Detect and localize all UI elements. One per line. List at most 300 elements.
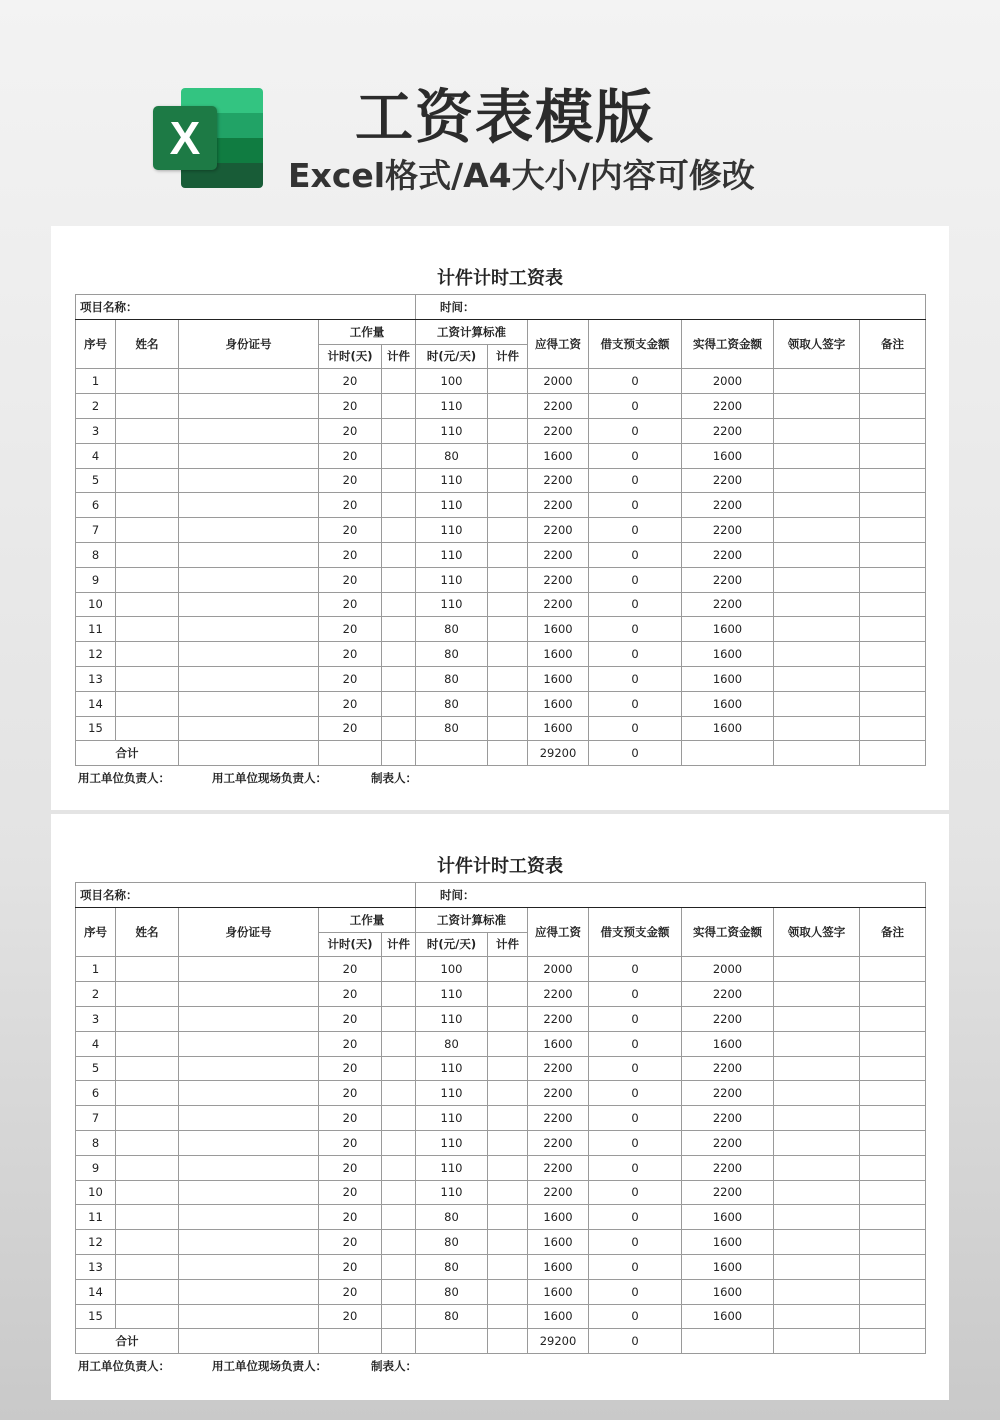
table-cell	[416, 1329, 488, 1354]
row-actual: 1600	[682, 716, 774, 741]
row-rate: 80	[416, 1205, 488, 1230]
row-signature	[774, 1155, 860, 1180]
row-remark	[860, 716, 926, 741]
row-name	[116, 518, 179, 543]
row-actual: 2200	[682, 1155, 774, 1180]
row-rate: 80	[416, 443, 488, 468]
table-row	[76, 1304, 926, 1329]
header-workload-piece: 计件	[382, 932, 416, 957]
row-payable: 2200	[528, 1106, 589, 1131]
row-name	[116, 1081, 179, 1106]
row-piece-rate	[488, 518, 528, 543]
row-signature	[774, 369, 860, 394]
row-days: 20	[319, 1279, 382, 1304]
row-id-no	[179, 1081, 319, 1106]
row-piece-count	[382, 982, 416, 1007]
total-payable: 29200	[528, 1329, 589, 1354]
row-payable: 2200	[528, 1081, 589, 1106]
row-signature	[774, 957, 860, 982]
row-piece-rate	[488, 691, 528, 716]
time-label: 时间：	[416, 295, 926, 320]
row-rate: 80	[416, 617, 488, 642]
row-seq: 15	[76, 1304, 116, 1329]
row-rate: 80	[416, 642, 488, 667]
row-payable: 1600	[528, 642, 589, 667]
row-payable: 1600	[528, 1279, 589, 1304]
table-row	[76, 1254, 926, 1279]
table-row	[76, 1155, 926, 1180]
row-name	[116, 1254, 179, 1279]
row-piece-count	[382, 493, 416, 518]
row-days: 20	[319, 1106, 382, 1131]
row-payable: 1600	[528, 1304, 589, 1329]
row-actual: 2200	[682, 394, 774, 419]
row-payable: 2200	[528, 1155, 589, 1180]
row-days: 20	[319, 1081, 382, 1106]
row-rate: 80	[416, 1304, 488, 1329]
row-advance: 0	[589, 1056, 682, 1081]
table-row	[76, 592, 926, 617]
row-advance: 0	[589, 1006, 682, 1031]
row-payable: 2200	[528, 542, 589, 567]
banner	[0, 0, 1000, 226]
row-rate: 110	[416, 592, 488, 617]
row-remark	[860, 394, 926, 419]
table-row	[76, 468, 926, 493]
row-piece-count	[382, 1155, 416, 1180]
row-actual: 2200	[682, 982, 774, 1007]
row-piece-count	[382, 1081, 416, 1106]
row-advance: 0	[589, 443, 682, 468]
row-signature	[774, 1056, 860, 1081]
row-signature	[774, 642, 860, 667]
table-row	[76, 1006, 926, 1031]
row-piece-rate	[488, 1056, 528, 1081]
table-row	[76, 666, 926, 691]
row-actual: 1600	[682, 1031, 774, 1056]
row-advance: 0	[589, 1180, 682, 1205]
row-signature	[774, 1254, 860, 1279]
header-id-no: 身份证号	[179, 319, 319, 369]
row-piece-rate	[488, 542, 528, 567]
row-signature	[774, 691, 860, 716]
row-advance: 0	[589, 1106, 682, 1131]
row-piece-count	[382, 617, 416, 642]
table-cell	[774, 1329, 860, 1354]
header-row	[76, 907, 926, 932]
row-seq: 13	[76, 666, 116, 691]
row-payable: 1600	[528, 1254, 589, 1279]
row-piece-count	[382, 1279, 416, 1304]
table-cell	[179, 741, 319, 766]
row-name	[116, 1031, 179, 1056]
site-head-label: 用工单位现场负责人：	[212, 1359, 327, 1373]
row-name	[116, 1230, 179, 1255]
row-id-no	[179, 1304, 319, 1329]
row-name	[116, 542, 179, 567]
row-payable: 2200	[528, 592, 589, 617]
row-id-no	[179, 1279, 319, 1304]
row-seq: 9	[76, 567, 116, 592]
row-days: 20	[319, 1031, 382, 1056]
row-days: 20	[319, 1130, 382, 1155]
row-days: 20	[319, 617, 382, 642]
row-advance: 0	[589, 716, 682, 741]
page-subtitle: Excel格式/A4大小/内容可修改	[288, 156, 755, 195]
table-row	[76, 518, 926, 543]
row-remark	[860, 418, 926, 443]
row-id-no	[179, 1031, 319, 1056]
total-row	[76, 1329, 926, 1354]
row-rate: 110	[416, 1006, 488, 1031]
row-remark	[860, 642, 926, 667]
row-id-no	[179, 716, 319, 741]
row-rate: 110	[416, 1180, 488, 1205]
row-seq: 1	[76, 369, 116, 394]
row-remark	[860, 957, 926, 982]
row-rate: 110	[416, 394, 488, 419]
header-actual: 实得工资金额	[682, 319, 774, 369]
row-piece-count	[382, 1254, 416, 1279]
header-name: 姓名	[116, 907, 179, 957]
row-advance: 0	[589, 592, 682, 617]
row-seq: 8	[76, 542, 116, 567]
row-actual: 2200	[682, 1130, 774, 1155]
row-remark	[860, 1081, 926, 1106]
row-remark	[860, 1106, 926, 1131]
row-piece-rate	[488, 493, 528, 518]
row-days: 20	[319, 493, 382, 518]
header-advance: 借支预支金额	[589, 907, 682, 957]
row-name	[116, 982, 179, 1007]
row-days: 20	[319, 1254, 382, 1279]
row-payable: 2200	[528, 1130, 589, 1155]
header-id-no: 身份证号	[179, 907, 319, 957]
row-days: 20	[319, 592, 382, 617]
row-advance: 0	[589, 394, 682, 419]
row-rate: 110	[416, 493, 488, 518]
row-advance: 0	[589, 1254, 682, 1279]
row-payable: 1600	[528, 1205, 589, 1230]
row-advance: 0	[589, 957, 682, 982]
row-signature	[774, 982, 860, 1007]
table-row	[76, 1106, 926, 1131]
row-actual: 1600	[682, 1279, 774, 1304]
row-remark	[860, 1006, 926, 1031]
row-name	[116, 691, 179, 716]
row-rate: 80	[416, 1031, 488, 1056]
row-remark	[860, 1031, 926, 1056]
row-signature	[774, 1279, 860, 1304]
row-id-no	[179, 691, 319, 716]
total-advance: 0	[589, 1329, 682, 1354]
table-cell	[319, 741, 382, 766]
row-rate: 80	[416, 716, 488, 741]
project-label: 项目名称：	[76, 883, 416, 908]
row-piece-count	[382, 592, 416, 617]
row-remark	[860, 617, 926, 642]
row-piece-count	[382, 394, 416, 419]
table-row	[76, 1180, 926, 1205]
row-piece-count	[382, 468, 416, 493]
row-actual: 2200	[682, 1006, 774, 1031]
row-advance: 0	[589, 1205, 682, 1230]
row-signature	[774, 1205, 860, 1230]
row-signature	[774, 1180, 860, 1205]
row-piece-rate	[488, 1130, 528, 1155]
row-piece-rate	[488, 982, 528, 1007]
row-actual: 2200	[682, 468, 774, 493]
row-days: 20	[319, 394, 382, 419]
row-days: 20	[319, 666, 382, 691]
row-remark	[860, 1155, 926, 1180]
row-piece-rate	[488, 1106, 528, 1131]
row-payable: 1600	[528, 1230, 589, 1255]
row-id-no	[179, 592, 319, 617]
row-name	[116, 418, 179, 443]
row-days: 20	[319, 1205, 382, 1230]
row-seq: 5	[76, 468, 116, 493]
row-remark	[860, 1056, 926, 1081]
row-piece-rate	[488, 666, 528, 691]
row-id-no	[179, 982, 319, 1007]
row-piece-rate	[488, 1304, 528, 1329]
row-advance: 0	[589, 542, 682, 567]
row-signature	[774, 1106, 860, 1131]
row-signature	[774, 567, 860, 592]
sheet-title: 计件计时工资表	[437, 268, 563, 289]
row-remark	[860, 691, 926, 716]
header-name: 姓名	[116, 319, 179, 369]
row-signature	[774, 493, 860, 518]
table-row	[76, 982, 926, 1007]
row-actual: 2200	[682, 1106, 774, 1131]
row-actual: 2200	[682, 592, 774, 617]
row-days: 20	[319, 1056, 382, 1081]
row-signature	[774, 394, 860, 419]
row-remark	[860, 982, 926, 1007]
row-remark	[860, 592, 926, 617]
row-piece-count	[382, 1106, 416, 1131]
row-piece-rate	[488, 394, 528, 419]
table-row	[76, 1056, 926, 1081]
row-piece-count	[382, 418, 416, 443]
row-signature	[774, 468, 860, 493]
table-cell	[774, 741, 860, 766]
row-advance: 0	[589, 1081, 682, 1106]
row-piece-rate	[488, 957, 528, 982]
row-id-no	[179, 493, 319, 518]
row-piece-count	[382, 691, 416, 716]
row-advance: 0	[589, 1031, 682, 1056]
row-piece-rate	[488, 1279, 528, 1304]
page-title: 工资表模版	[354, 83, 655, 151]
row-payable: 1600	[528, 666, 589, 691]
row-id-no	[179, 369, 319, 394]
row-seq: 1	[76, 957, 116, 982]
table-row	[76, 1230, 926, 1255]
row-advance: 0	[589, 982, 682, 1007]
row-rate: 80	[416, 1230, 488, 1255]
row-piece-rate	[488, 1205, 528, 1230]
row-piece-count	[382, 1205, 416, 1230]
row-advance: 0	[589, 1130, 682, 1155]
row-actual: 1600	[682, 1230, 774, 1255]
row-actual: 1600	[682, 691, 774, 716]
signature-footer	[78, 1358, 417, 1374]
header-seq: 序号	[76, 319, 116, 369]
row-id-no	[179, 542, 319, 567]
row-payable: 2200	[528, 982, 589, 1007]
row-rate: 110	[416, 518, 488, 543]
table-row	[76, 418, 926, 443]
header-workload: 工作量	[319, 319, 416, 344]
row-payable: 1600	[528, 443, 589, 468]
sheet-preview	[51, 226, 949, 810]
row-actual: 2000	[682, 957, 774, 982]
row-piece-count	[382, 716, 416, 741]
excel-logo-icon	[153, 88, 263, 188]
row-name	[116, 1205, 179, 1230]
row-days: 20	[319, 716, 382, 741]
row-signature	[774, 666, 860, 691]
row-payable: 2200	[528, 567, 589, 592]
row-rate: 80	[416, 1279, 488, 1304]
row-piece-rate	[488, 592, 528, 617]
table-cell	[860, 741, 926, 766]
row-rate: 110	[416, 1130, 488, 1155]
row-rate: 80	[416, 1254, 488, 1279]
row-signature	[774, 443, 860, 468]
row-seq: 3	[76, 418, 116, 443]
row-seq: 3	[76, 1006, 116, 1031]
row-id-no	[179, 1230, 319, 1255]
table-row	[76, 1031, 926, 1056]
row-rate: 110	[416, 1056, 488, 1081]
row-seq: 2	[76, 982, 116, 1007]
row-advance: 0	[589, 1304, 682, 1329]
row-signature	[774, 716, 860, 741]
row-name	[116, 468, 179, 493]
header-actual: 实得工资金额	[682, 907, 774, 957]
row-actual: 2200	[682, 1180, 774, 1205]
table-row	[76, 493, 926, 518]
row-piece-count	[382, 567, 416, 592]
row-payable: 1600	[528, 716, 589, 741]
row-actual: 1600	[682, 642, 774, 667]
row-remark	[860, 1130, 926, 1155]
row-seq: 10	[76, 592, 116, 617]
row-signature	[774, 617, 860, 642]
project-label: 项目名称：	[76, 295, 416, 320]
row-remark	[860, 1304, 926, 1329]
row-piece-count	[382, 369, 416, 394]
row-name	[116, 1279, 179, 1304]
time-label: 时间：	[416, 883, 926, 908]
header-remark: 备注	[860, 319, 926, 369]
table-cell	[382, 741, 416, 766]
row-payable: 2200	[528, 493, 589, 518]
project-row	[76, 883, 926, 908]
row-id-no	[179, 1254, 319, 1279]
row-rate: 110	[416, 542, 488, 567]
row-piece-rate	[488, 642, 528, 667]
row-payable: 2200	[528, 518, 589, 543]
row-piece-rate	[488, 443, 528, 468]
table-row	[76, 642, 926, 667]
row-advance: 0	[589, 1230, 682, 1255]
sheet-title: 计件计时工资表	[437, 856, 563, 877]
row-payable: 1600	[528, 617, 589, 642]
row-seq: 7	[76, 1106, 116, 1131]
row-piece-rate	[488, 1031, 528, 1056]
preparer-label: 制表人：	[371, 771, 417, 785]
row-piece-count	[382, 443, 416, 468]
row-remark	[860, 493, 926, 518]
row-seq: 13	[76, 1254, 116, 1279]
row-piece-count	[382, 1006, 416, 1031]
row-days: 20	[319, 518, 382, 543]
table-body	[76, 369, 926, 741]
row-id-no	[179, 642, 319, 667]
table-row	[76, 567, 926, 592]
row-remark	[860, 1205, 926, 1230]
row-name	[116, 394, 179, 419]
row-seq: 8	[76, 1130, 116, 1155]
row-piece-rate	[488, 468, 528, 493]
row-remark	[860, 1230, 926, 1255]
header-payable: 应得工资	[528, 907, 589, 957]
row-id-no	[179, 443, 319, 468]
row-advance: 0	[589, 418, 682, 443]
row-days: 20	[319, 1155, 382, 1180]
header-workload-time: 计时(天)	[319, 932, 382, 957]
row-name	[116, 1130, 179, 1155]
row-name	[116, 716, 179, 741]
row-rate: 80	[416, 691, 488, 716]
table-row	[76, 691, 926, 716]
row-piece-count	[382, 957, 416, 982]
header-seq: 序号	[76, 907, 116, 957]
row-days: 20	[319, 642, 382, 667]
table-cell	[416, 741, 488, 766]
row-payable: 2200	[528, 1180, 589, 1205]
employer-head-label: 用工单位负责人：	[78, 771, 170, 785]
row-days: 20	[319, 1006, 382, 1031]
row-seq: 4	[76, 443, 116, 468]
row-piece-rate	[488, 716, 528, 741]
header-payable: 应得工资	[528, 319, 589, 369]
table-row	[76, 957, 926, 982]
row-seq: 15	[76, 716, 116, 741]
header-wage-standard: 工资计算标准	[416, 319, 528, 344]
row-piece-count	[382, 642, 416, 667]
row-id-no	[179, 567, 319, 592]
row-piece-rate	[488, 1254, 528, 1279]
row-rate: 110	[416, 567, 488, 592]
table-row	[76, 542, 926, 567]
row-id-no	[179, 394, 319, 419]
row-rate: 110	[416, 468, 488, 493]
signature-footer	[78, 770, 417, 786]
row-rate: 110	[416, 1081, 488, 1106]
row-piece-count	[382, 1130, 416, 1155]
row-name	[116, 493, 179, 518]
row-days: 20	[319, 567, 382, 592]
row-id-no	[179, 1106, 319, 1131]
header-workload-time: 计时(天)	[319, 344, 382, 369]
row-actual: 2200	[682, 542, 774, 567]
